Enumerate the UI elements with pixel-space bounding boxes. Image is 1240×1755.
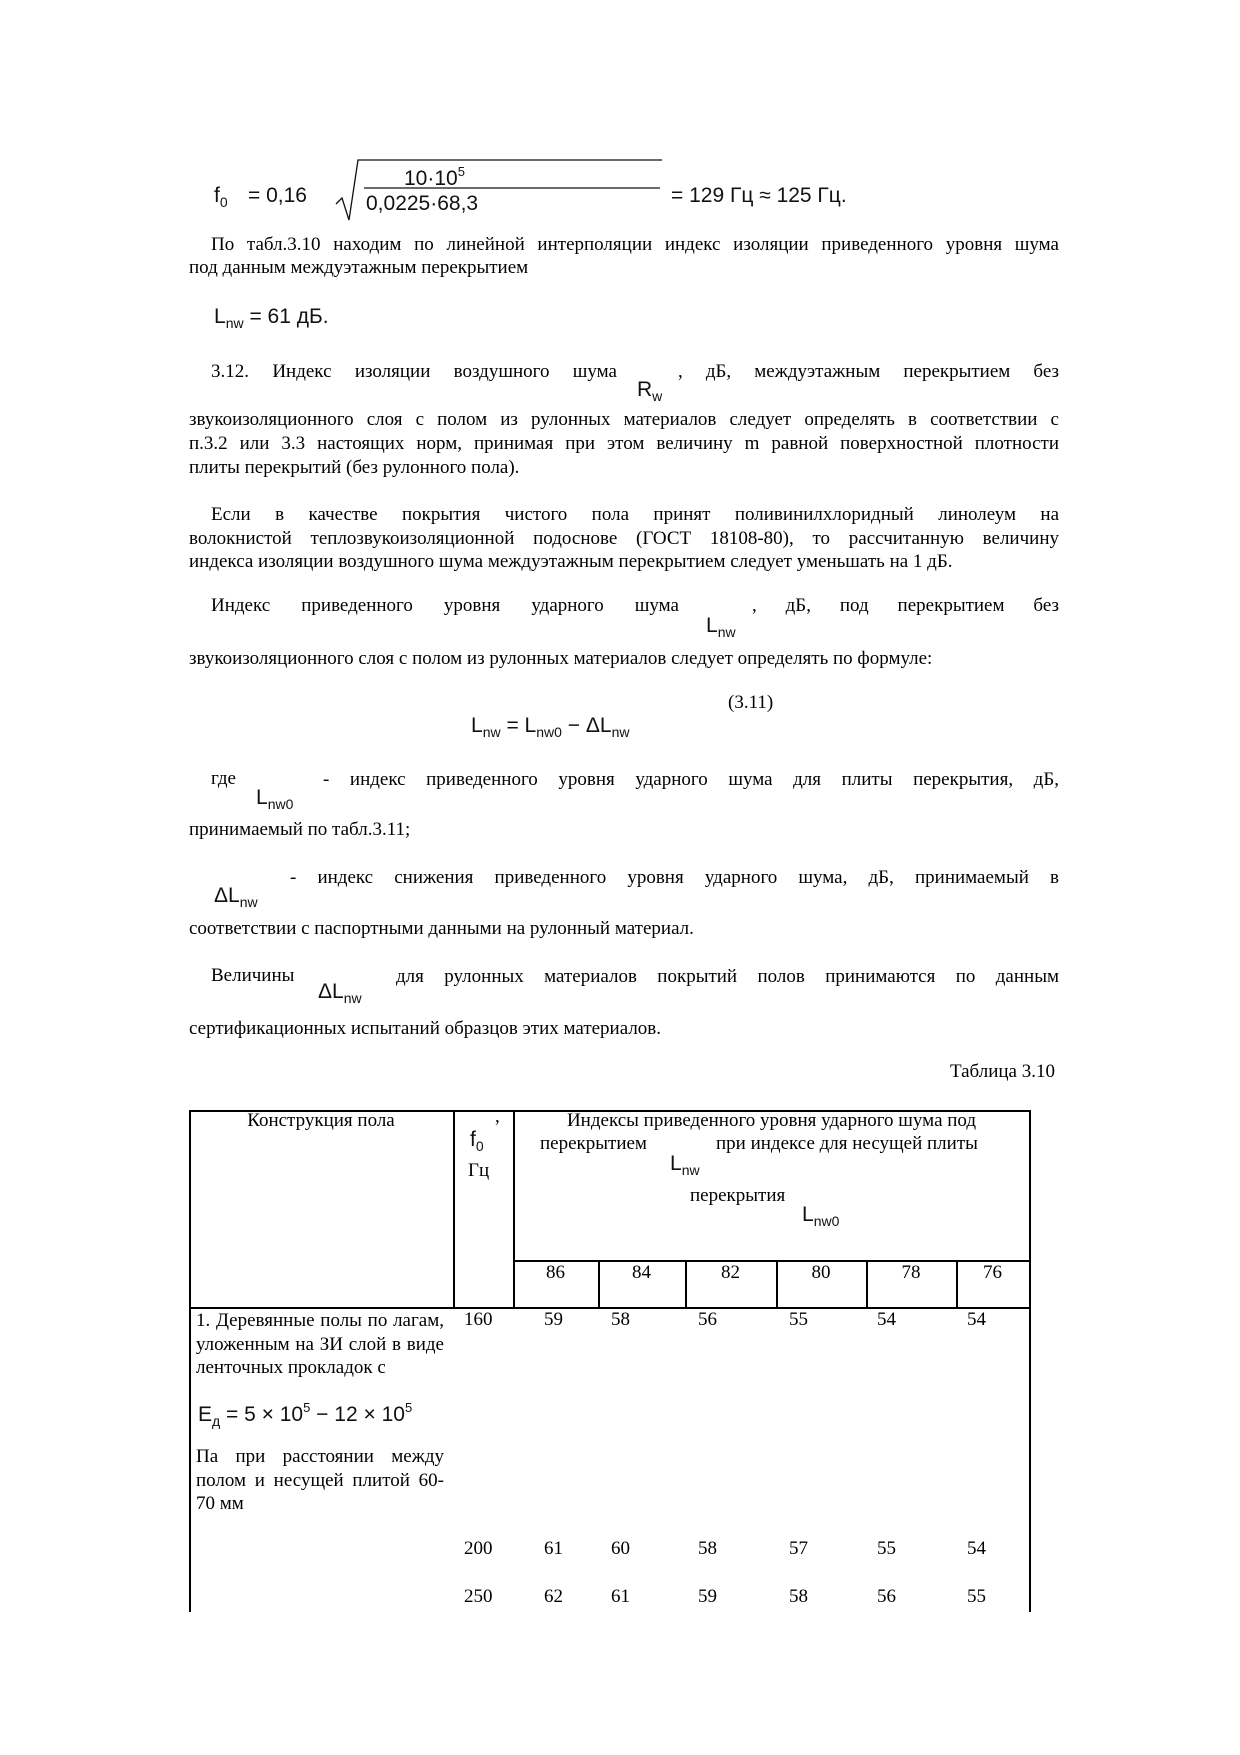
index-cell: 58 — [789, 1586, 808, 1607]
formula-lnw-61 — [214, 305, 329, 331]
paragraph-line: под данным междуэтажным перекрытием — [189, 257, 529, 278]
index-cell: 62 — [544, 1586, 563, 1607]
delta-lnw-sub: nw — [611, 724, 630, 740]
delta-lnw-symbol: ΔL — [585, 714, 612, 737]
formula-lnw — [706, 614, 736, 640]
lnw0-value: 76 — [983, 1262, 1002, 1283]
paragraph-line: Если в качестве покрытия чистого пола принят поливинилхлоридный линолеум на — [211, 504, 1059, 525]
delta-lnw-sub: nw — [343, 990, 362, 1006]
equation-number: (3.11) — [728, 692, 774, 713]
paragraph-line: звукоизоляционного слоя с полом из рулонных материалов следует определять по формуле: — [189, 648, 933, 669]
lnw-symbol: L — [471, 714, 483, 737]
ed-symbol: E — [198, 1403, 213, 1426]
index-cell: 61 — [544, 1538, 563, 1559]
row1-description-b: Па при расстоянии между полом и несущей плитой 60-70 мм — [196, 1446, 444, 1514]
ed-exp2: 5 — [404, 1400, 413, 1415]
lnw0-symbol: L — [802, 1203, 814, 1226]
index-cell: 61 — [611, 1586, 630, 1607]
lnw-sub: nw — [717, 624, 736, 640]
lnw0-sub: nw0 — [267, 796, 294, 812]
sqrt-numerator: 10·10 — [404, 167, 458, 190]
lnw-sub: nw — [225, 315, 244, 331]
header-construction: Конструкция пола — [247, 1110, 395, 1131]
index-cell: 55 — [967, 1586, 986, 1607]
paragraph-line: звукоизоляционного слоя с полом из рулонных материалов следует определять в соответствии с — [189, 409, 1059, 430]
index-cell: 59 — [544, 1309, 563, 1330]
lnw0-value: 80 — [811, 1262, 831, 1283]
f0-coef: = 0,16 — [248, 184, 307, 207]
sqrt-denominator: 0,0225·68,3 — [366, 192, 479, 215]
delta-lnw-symbol: ΔL — [318, 980, 344, 1003]
ed-sub: д — [212, 1413, 221, 1429]
f0-sub: 0 — [475, 1138, 484, 1154]
paragraph-line: , дБ, под перекрытием без — [752, 595, 1059, 616]
equals-sign: = — [506, 714, 519, 737]
delta-lnw-sub: nw — [239, 894, 258, 910]
index-cell: 55 — [789, 1309, 808, 1330]
index-cell: 54 — [967, 1309, 986, 1330]
paragraph-line: 3.12. Индекс изоляции воздушного шума — [211, 361, 617, 382]
lnw0-symbol: L — [524, 714, 537, 737]
header-index-line2b: при индексе для несущей плиты — [716, 1133, 978, 1154]
header-lnw — [670, 1152, 700, 1178]
paragraph-line: - индекс приведенного уровня ударного шума для плиты перекрытия, дБ, — [323, 769, 1059, 790]
index-cell: 56 — [698, 1309, 717, 1330]
paragraph-line: плиты перекрытий (без рулонного пола). — [189, 457, 520, 478]
header-comma: , — [495, 1106, 500, 1127]
header-f0-unit: Гц — [468, 1160, 490, 1181]
header-f0 — [470, 1128, 484, 1154]
paragraph-line: Величины — [211, 965, 295, 986]
f0-cell: 200 — [464, 1538, 493, 1559]
f0-sub: 0 — [219, 194, 228, 210]
paragraph-line: индекса изоляции воздушного шума междуэтажным перекрытием следует уменьшать на 1 дБ. — [189, 551, 953, 572]
lnw0-value: 82 — [721, 1262, 740, 1283]
lnw-sub: nw — [482, 724, 501, 740]
rw-sub: w — [652, 388, 663, 404]
index-cell: 55 — [877, 1538, 896, 1559]
lnw0-value: 84 — [632, 1262, 651, 1283]
paragraph-line: п.3.2 или 3.3 настоящих норм, принимая при этом величину m равной поверхностной плотности — [189, 433, 1059, 454]
row1-description-a: 1. Деревянные полы по лагам, уложенным на ЗИ слой в виде ленточных прокладок с — [196, 1310, 444, 1378]
paragraph-line: принимаемый по табл.3.11; — [189, 819, 411, 840]
ed-exp1: 5 — [303, 1400, 311, 1415]
index-cell: 59 — [698, 1586, 717, 1607]
rw-symbol: R — [637, 378, 653, 401]
formula-3-11 — [471, 714, 630, 740]
formula-rw — [637, 378, 662, 404]
paragraph-line: сертификационных испытаний образцов этих материалов. — [189, 1018, 662, 1039]
paragraph-line: соответствии с паспортными данными на рулонный материал. — [189, 918, 694, 939]
lnw0-value: 86 — [546, 1262, 565, 1283]
paragraph-line: для рулонных материалов покрытий полов принимаются по данным — [396, 966, 1059, 987]
formula-lnw0 — [256, 786, 293, 812]
paragraph-line: - индекс снижения приведенного уровня ударного шума, дБ, принимаемый в — [290, 867, 1059, 888]
formula-delta-lnw — [318, 980, 362, 1006]
lnw-sub: nw — [681, 1162, 700, 1178]
paragraph-line: волокнистой теплозвукоизоляционной подоснове (ГОСТ 18108-80), то рассчитанную величину — [189, 528, 1059, 549]
f0-symbol: f — [470, 1128, 476, 1151]
header-index-line1: Индексы приведенного уровня ударного шума под — [566, 1110, 977, 1131]
header-lnw0 — [802, 1203, 839, 1229]
paragraph-line: По табл.3.10 находим по линейной интерполяции индекс изоляции приведенного уровня шума — [211, 234, 1059, 255]
ed-part2: − 12 × 10 — [310, 1403, 405, 1426]
lnw-symbol: L — [214, 305, 226, 328]
lnw0-symbol: L — [256, 786, 268, 809]
index-cell: 54 — [877, 1309, 896, 1330]
lnw-value: = 61 дБ. — [249, 305, 329, 328]
lnw0-sub: nw0 — [813, 1213, 840, 1229]
index-cell: 58 — [611, 1309, 630, 1330]
f0-cell: 160 — [464, 1309, 493, 1330]
index-cell: 54 — [967, 1538, 986, 1559]
formula-delta-lnw — [214, 884, 258, 910]
delta-lnw-symbol: ΔL — [214, 884, 240, 907]
lnw0-sub: nw0 — [536, 724, 562, 740]
f0-symbol: f — [214, 184, 220, 207]
row1-formula-ed — [198, 1400, 412, 1429]
index-cell: 58 — [698, 1538, 717, 1559]
index-cell: 57 — [789, 1538, 808, 1559]
paragraph-line: , дБ, междуэтажным перекрытием без — [678, 361, 1059, 382]
f0-result: = 129 Гц ≈ 125 Гц. — [671, 184, 847, 207]
header-index-line3: перекрытия — [690, 1185, 786, 1206]
header-index-line2a: перекрытием — [540, 1133, 647, 1154]
minus-sign: − — [567, 714, 581, 737]
index-cell: 60 — [611, 1538, 630, 1559]
lnw-symbol: L — [670, 1152, 682, 1175]
index-cell: 56 — [877, 1586, 896, 1607]
where-label: где — [211, 768, 236, 789]
numerator-exp: 5 — [457, 164, 465, 179]
f0-cell: 250 — [464, 1586, 493, 1607]
lnw-symbol: L — [706, 614, 718, 637]
ed-part1: = 5 × 10 — [226, 1403, 304, 1426]
table-caption: Таблица 3.10 — [949, 1061, 1055, 1082]
lnw0-value: 78 — [901, 1262, 921, 1283]
paragraph-line: Индекс приведенного уровня ударного шума — [211, 595, 679, 616]
